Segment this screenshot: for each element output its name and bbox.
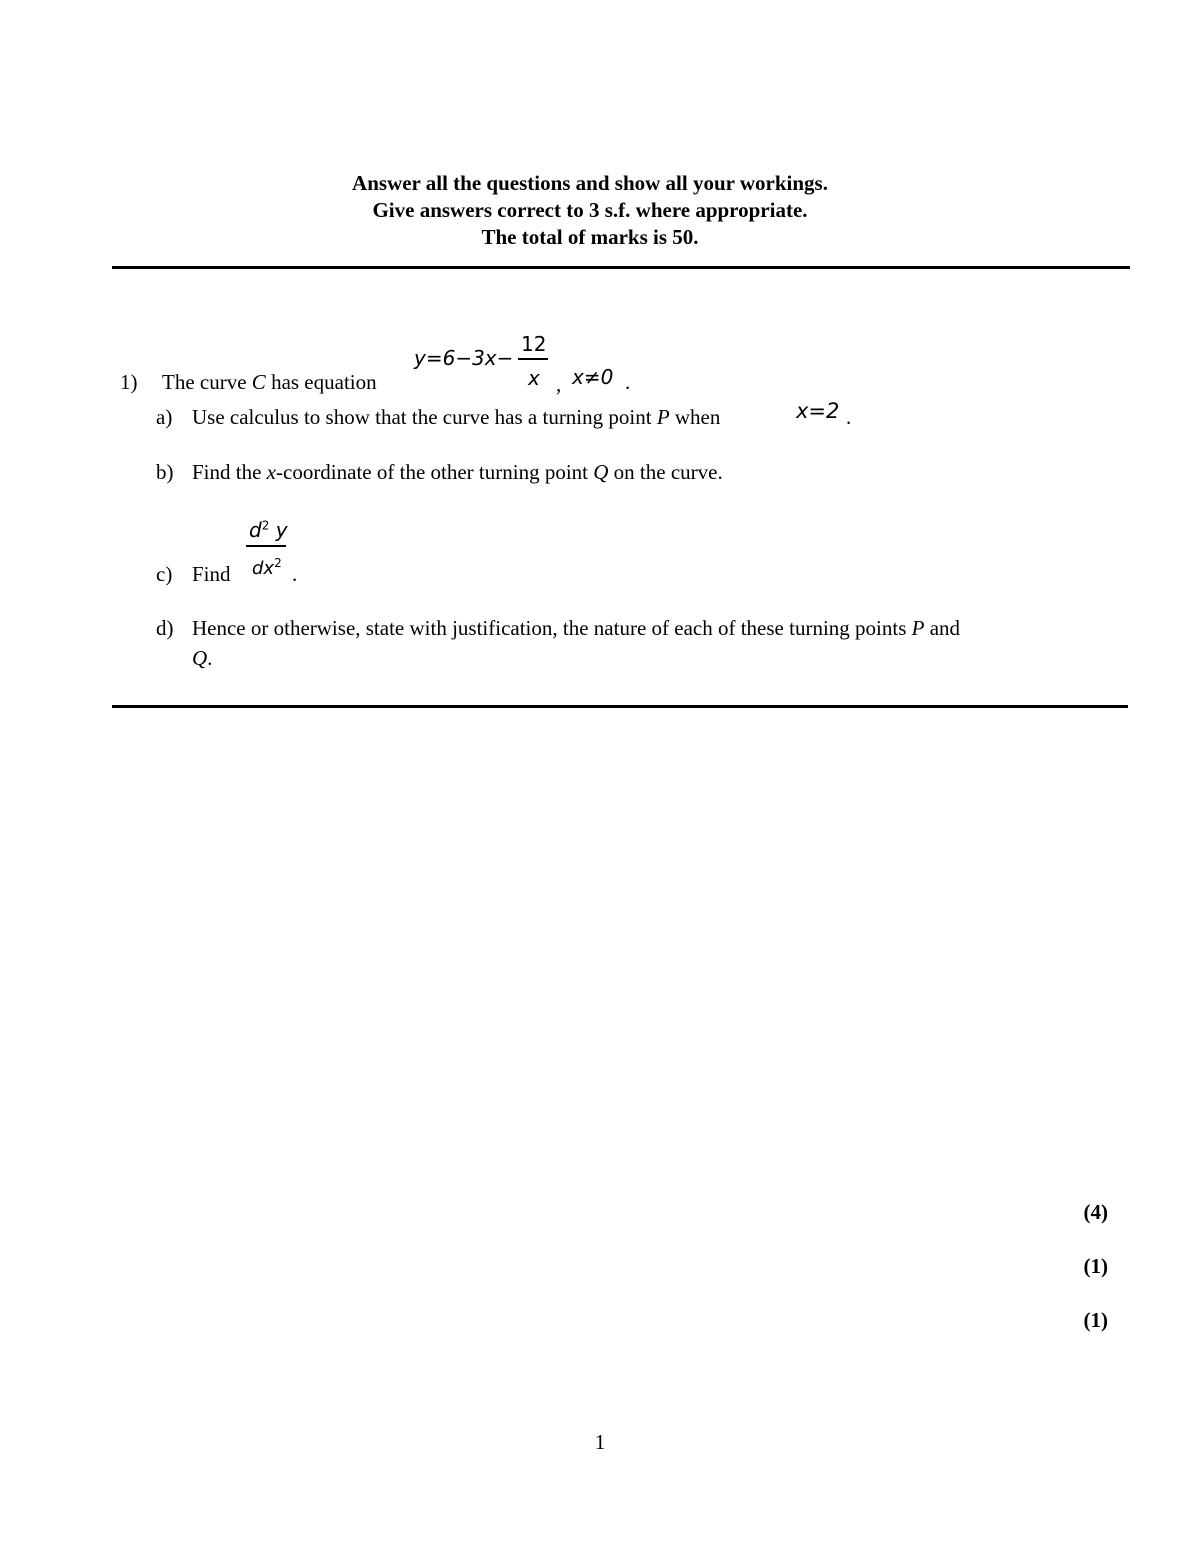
equation-lhs: y=6−3x−	[414, 346, 514, 370]
part-c-text: Find	[192, 562, 231, 586]
mark-part-a: (4)	[1083, 1200, 1108, 1224]
equation-period: .	[625, 370, 631, 394]
derivative-fraction-bar	[246, 545, 286, 547]
instruction-line-1: Answer all the questions and show all your workings.	[352, 171, 828, 195]
instruction-line-2: Give answers correct to 3 s.f. where appropriate.	[372, 198, 808, 222]
fraction-numerator: 12	[521, 332, 547, 356]
part-d-text: Hence or otherwise, state with justification, the nature of each of these turning points P and	[192, 616, 961, 640]
mark-part-c: (1)	[1083, 1308, 1108, 1332]
equation-condition: x≠0	[572, 365, 614, 389]
part-a-label: a)	[156, 405, 173, 429]
part-b-label: b)	[156, 460, 174, 484]
part-c-period: .	[292, 562, 298, 586]
part-a-text: Use calculus to show that the curve has a turning point P when	[192, 405, 721, 429]
part-c-label: c)	[156, 562, 173, 586]
question-stem: The curve C has equation	[162, 370, 377, 394]
bottom-divider	[112, 705, 1128, 708]
part-d-text-line2: Q.	[192, 646, 213, 670]
stem-variable: C	[251, 370, 266, 394]
part-d-label: d)	[156, 616, 174, 640]
derivative-numerator: $d^2$ y	[249, 518, 288, 542]
page-number: 1	[594, 1430, 606, 1454]
top-divider	[112, 266, 1130, 269]
mark-part-b: (1)	[1083, 1254, 1108, 1278]
instructions-block	[0, 170, 1180, 251]
equation-comma: ,	[556, 372, 562, 396]
part-a-period: .	[846, 405, 852, 429]
part-a-math: x=2	[796, 399, 840, 423]
fraction-denominator: x	[528, 366, 540, 390]
question-number: 1)	[120, 370, 138, 394]
derivative-denominator: $dx^2$	[252, 556, 282, 579]
fraction-bar	[518, 358, 548, 360]
part-b-text: Find the x-coordinate of the other turning point Q on the curve.	[192, 460, 723, 484]
instruction-line-3: The total of marks is 50.	[481, 225, 699, 249]
